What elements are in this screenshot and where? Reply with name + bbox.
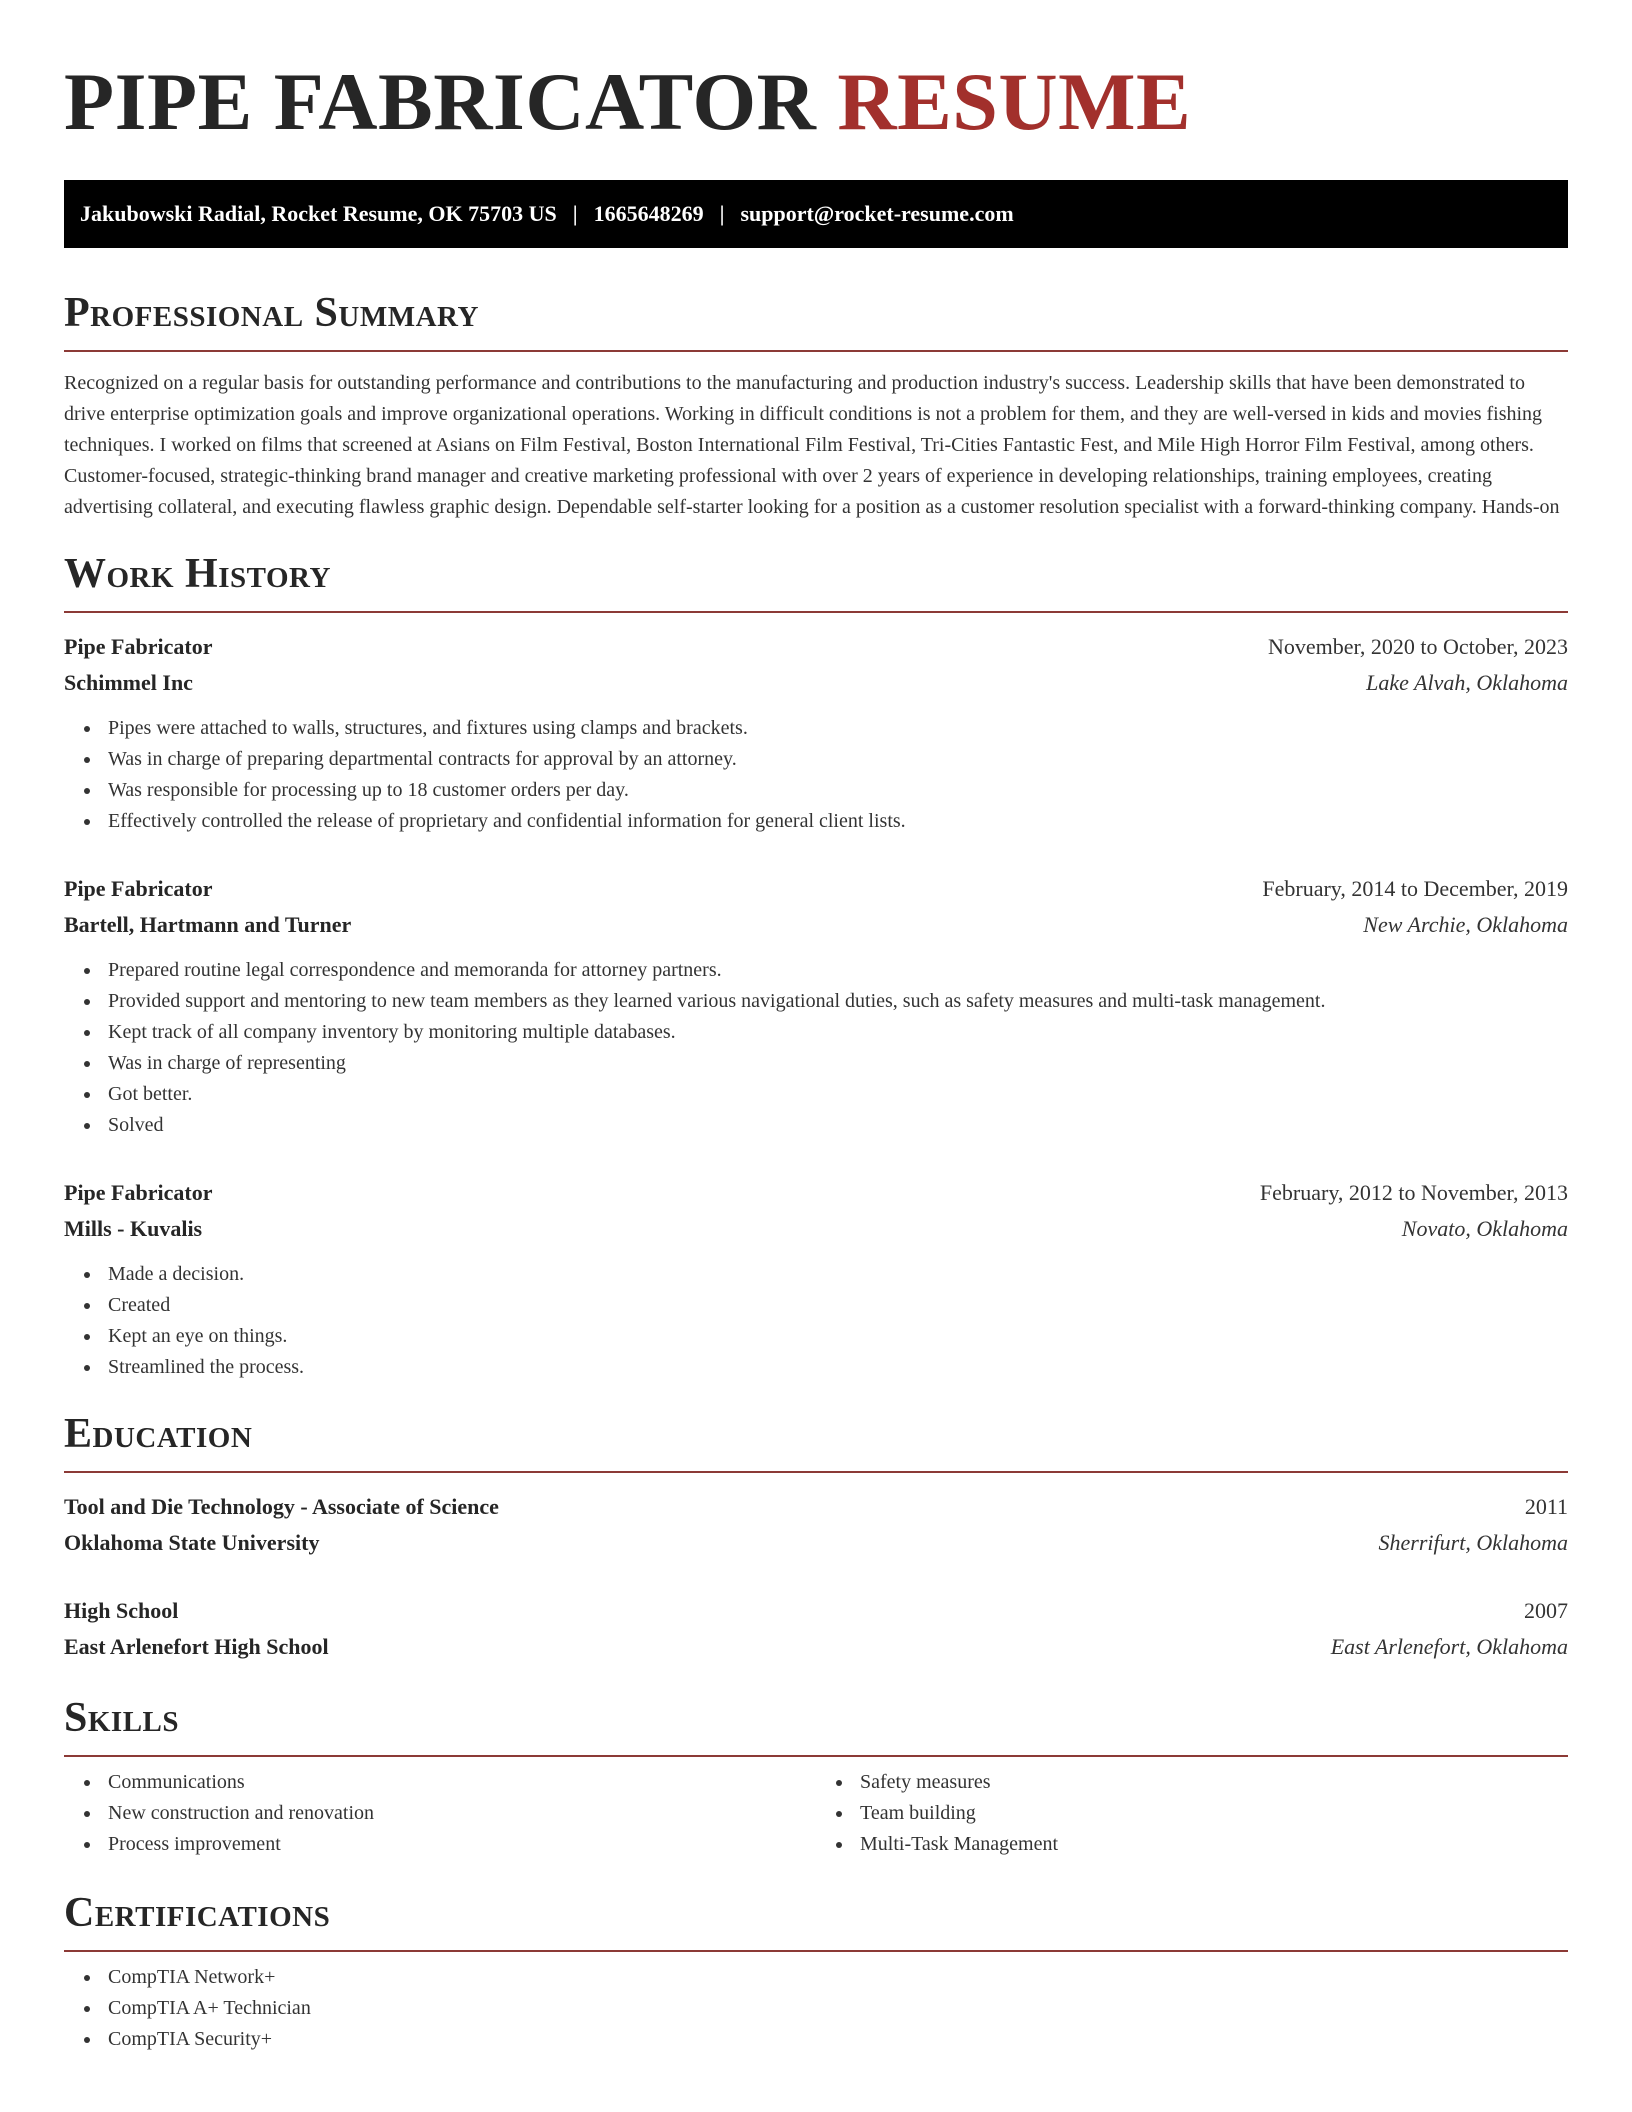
- contact-address: Jakubowski Radial, Rocket Resume, OK 75703 US: [80, 201, 557, 226]
- job-duty: Created: [108, 1290, 1568, 1321]
- certification-item: CompTIA Network+: [108, 1962, 1568, 1993]
- title-accent: RESUME: [837, 56, 1192, 147]
- education-year: 2011: [1524, 1494, 1568, 1519]
- education-year: 2007: [1524, 1598, 1568, 1623]
- resume-title: [64, 52, 1568, 152]
- job-duties: [64, 1259, 1568, 1383]
- section-heading-education: Education: [64, 1411, 253, 1457]
- job-dates: November, 2020 to October, 2023: [1267, 634, 1568, 659]
- title-main: PIPE FABRICATOR: [64, 56, 817, 147]
- job-duty: Was in charge of preparing departmental contracts for approval by an attorney.: [108, 744, 1568, 775]
- job-duty: Kept an eye on things.: [108, 1321, 1568, 1352]
- section-divider: [64, 1950, 1568, 1952]
- job-dates: February, 2014 to December, 2019: [1262, 876, 1568, 901]
- education-school: East Arlenefort High School: [64, 1634, 329, 1659]
- job-subheader: [64, 665, 1568, 701]
- education-subheader: [64, 1525, 1568, 1561]
- job-entry: [64, 1175, 1568, 1383]
- section-divider: [64, 611, 1568, 613]
- job-duty: Got better.: [108, 1079, 1568, 1110]
- job-location: Lake Alvah, Oklahoma: [1366, 670, 1568, 695]
- skill-item: Multi-Task Management: [860, 1829, 1568, 1860]
- education-location: Sherrifurt, Oklahoma: [1378, 1530, 1568, 1555]
- skills-grid: [64, 1757, 1568, 1860]
- certification-item: CompTIA A+ Technician: [108, 1993, 1568, 2024]
- job-company: Bartell, Hartmann and Turner: [64, 912, 352, 937]
- education-subheader: [64, 1629, 1568, 1665]
- section-heading-certifications: Certifications: [64, 1890, 331, 1936]
- work-history-section: [64, 549, 1568, 1383]
- education-header: [64, 1593, 1568, 1629]
- job-duty: Kept track of all company inventory by monitoring multiple databases.: [108, 1017, 1568, 1048]
- section-divider: [64, 1471, 1568, 1473]
- job-header: [64, 629, 1568, 665]
- job-header: [64, 871, 1568, 907]
- education-school: Oklahoma State University: [64, 1530, 320, 1555]
- skill-item: Safety measures: [860, 1767, 1568, 1798]
- job-duty: Prepared routine legal correspondence and memoranda for attorney partners.: [108, 955, 1568, 986]
- job-company: Mills - Kuvalis: [64, 1216, 203, 1241]
- job-entry: [64, 871, 1568, 1141]
- education-degree: High School: [64, 1598, 179, 1623]
- certification-item: CompTIA Security+: [108, 2024, 1568, 2055]
- job-title: Pipe Fabricator: [64, 1180, 213, 1205]
- job-location: New Archie, Oklahoma: [1363, 912, 1568, 937]
- contact-separator: |: [719, 201, 725, 226]
- job-entry: [64, 629, 1568, 837]
- education-section: [64, 1409, 1568, 1665]
- education-degree: Tool and Die Technology - Associate of Science: [64, 1494, 499, 1519]
- job-duty: Was in charge of representing: [108, 1048, 1568, 1079]
- job-duty: Was responsible for processing up to 18 customer orders per day.: [108, 775, 1568, 806]
- skill-item: Process improvement: [108, 1829, 816, 1860]
- contact-separator: |: [572, 201, 578, 226]
- skill-item: Communications: [108, 1767, 816, 1798]
- education-header: [64, 1489, 1568, 1525]
- skills-column-left: [64, 1767, 816, 1860]
- job-title: Pipe Fabricator: [64, 634, 213, 659]
- job-location: Novato, Oklahoma: [1401, 1216, 1568, 1241]
- job-duty: Streamlined the process.: [108, 1352, 1568, 1383]
- certifications-section: [64, 1888, 1568, 2055]
- job-duty: Pipes were attached to walls, structures, and fixtures using clamps and brackets.: [108, 713, 1568, 744]
- summary-text: Recognized on a regular basis for outstanding performance and contributions to the manufacturing and production industry's success. Leadership skills that have been demonstrated to drive enterprise optimization goals and improve organizational operations. Working in difficult conditions is not a problem for them, and they are well-versed in kids and movies fishing techniques. I worked on films that screened at Asians on Film Festival, Boston International Film Festival, Tri-Cities Fantastic Fest, and Mile High Horror Film Festival, among others. Customer-focused, strategic-thinking brand manager and creative marketing professional with over 2 years of experience in developing relationships, training employees, creating advertising collateral, and executing flawless graphic design. Dependable self-starter looking for a position as a customer resolution specialist with a forward-thinking company. Hands-on: [64, 372, 1560, 518]
- job-subheader: [64, 907, 1568, 943]
- job-duty: Provided support and mentoring to new team members as they learned various navigational duties, such as safety measures and multi-task management.: [108, 986, 1568, 1017]
- job-duty: Solved: [108, 1110, 1568, 1141]
- job-duty: Effectively controlled the release of proprietary and confidential information for general client lists.: [108, 806, 1568, 837]
- summary-section: [64, 288, 1568, 523]
- job-header: [64, 1175, 1568, 1211]
- certifications-list: [64, 1962, 1568, 2055]
- education-entry: [64, 1489, 1568, 1561]
- skills-column-right: [816, 1767, 1568, 1860]
- job-duties: [64, 713, 1568, 837]
- section-heading-skills: Skills: [64, 1695, 180, 1741]
- job-dates: February, 2012 to November, 2013: [1259, 1180, 1568, 1205]
- skills-section: [64, 1693, 1568, 1860]
- section-heading-work-history: Work History: [64, 551, 331, 597]
- job-duty: Made a decision.: [108, 1259, 1568, 1290]
- education-location: East Arlenefort, Oklahoma: [1330, 1634, 1568, 1659]
- education-entry: [64, 1593, 1568, 1665]
- contact-phone: 1665648269: [593, 201, 704, 226]
- job-company: Schimmel Inc: [64, 670, 193, 695]
- contact-email[interactable]: support@rocket-resume.com: [740, 201, 1014, 226]
- section-heading-summary: Professional Summary: [64, 290, 479, 336]
- job-subheader: [64, 1211, 1568, 1247]
- job-duties: [64, 955, 1568, 1141]
- skill-item: New construction and renovation: [108, 1798, 816, 1829]
- contact-bar: [64, 180, 1568, 248]
- skill-item: Team building: [860, 1798, 1568, 1829]
- job-title: Pipe Fabricator: [64, 876, 213, 901]
- section-divider: [64, 350, 1568, 352]
